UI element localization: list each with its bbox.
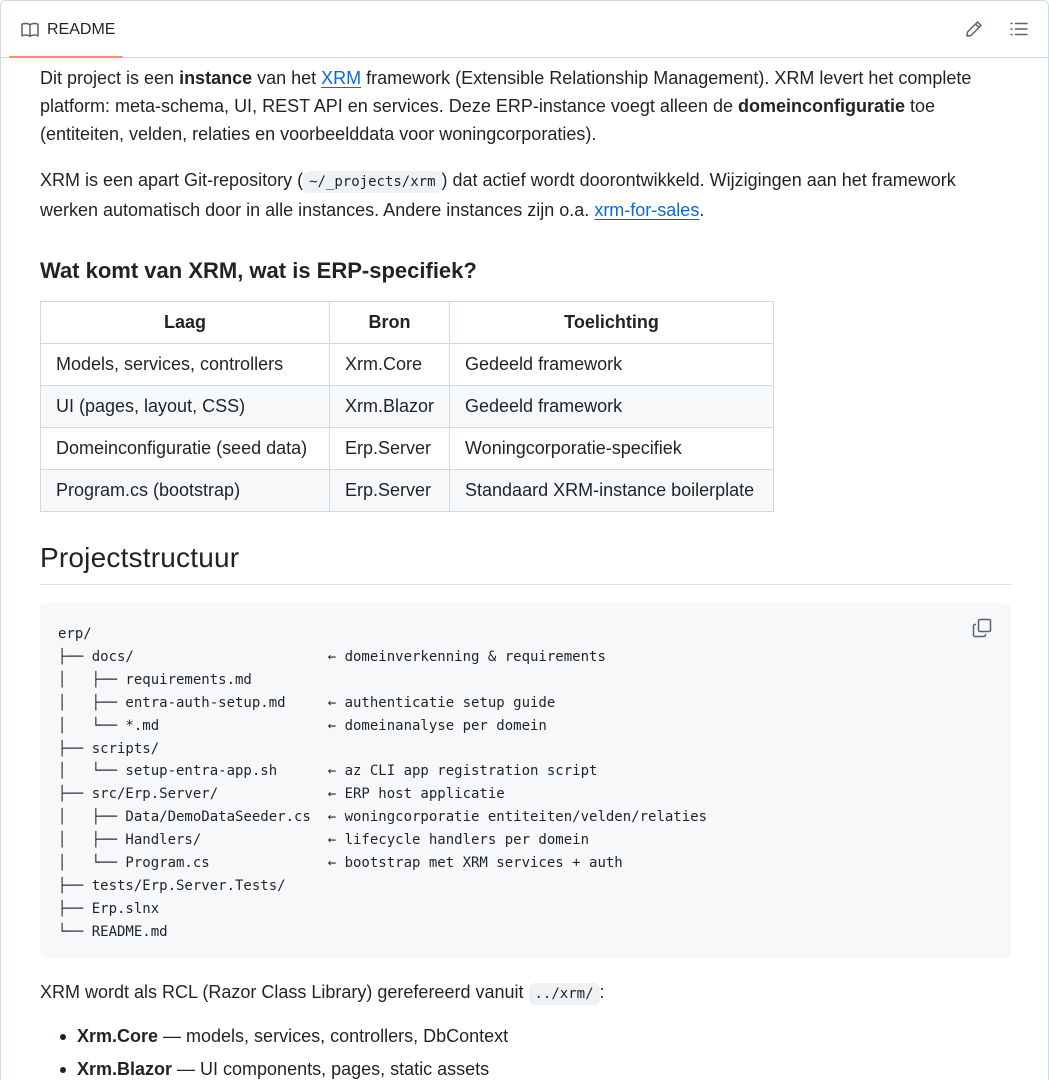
copy-button[interactable] xyxy=(971,617,993,639)
table-cell: Gedeeld framework xyxy=(450,386,774,428)
table-cell: Gedeeld framework xyxy=(450,344,774,386)
tab-label: README xyxy=(47,20,116,38)
list-item-term: Xrm.Blazor xyxy=(77,1059,173,1079)
table-cell: Standaard XRM-instance boilerplate xyxy=(450,470,774,512)
table-cell: UI (pages, layout, CSS) xyxy=(41,386,330,428)
table-header-row xyxy=(41,302,774,344)
table-cell: Models, services, controllers xyxy=(41,344,330,386)
table-row xyxy=(41,386,774,428)
edit-button[interactable] xyxy=(959,14,989,44)
table-cell: Program.cs (bootstrap) xyxy=(41,470,330,512)
table-cell: Xrm.Core xyxy=(330,344,450,386)
text: toe (entiteiten, velden, relaties en voorbeelddata voor woningcorporaties). xyxy=(40,96,936,144)
table-row xyxy=(41,344,774,386)
pencil-icon xyxy=(965,20,983,38)
book-icon xyxy=(21,22,39,38)
outline-button[interactable] xyxy=(1004,14,1034,44)
text: framework (Extensible Relationship Management). XRM levert het complete platform: meta-schema, UI, REST API en services. Deze ERP-instance voegt alleen de xyxy=(40,68,972,116)
list-item xyxy=(40,1055,1011,1080)
column-header-toelichting: Toelichting xyxy=(450,302,774,344)
table-cell: Xrm.Blazor xyxy=(330,386,450,428)
table-cell: Erp.Server xyxy=(330,428,450,470)
inline-code-xrm-relative: ../xrm/ xyxy=(529,983,600,1005)
intro-paragraph-2 xyxy=(40,166,1011,224)
column-header-bron: Bron xyxy=(330,302,450,344)
list-icon xyxy=(1010,21,1028,37)
text: : xyxy=(599,982,605,1002)
heading-xrm-vs-erp: Wat komt van XRM, wat is ERP-specifiek? xyxy=(40,258,477,283)
rcl-paragraph xyxy=(40,978,1011,1008)
text: Dit project is een xyxy=(40,68,180,88)
table-row xyxy=(41,428,774,470)
xrm-link[interactable]: XRM xyxy=(321,68,362,88)
bold-domeinconfiguratie: domeinconfiguratie xyxy=(737,96,905,116)
tab-readme[interactable] xyxy=(9,1,123,58)
list-item-desc: — models, services, controllers, DbContext xyxy=(158,1026,509,1046)
copy-icon xyxy=(972,618,992,638)
table-row xyxy=(41,470,774,512)
text: . xyxy=(699,200,705,220)
layers-table xyxy=(40,301,774,512)
list-item-term: Xrm.Core xyxy=(77,1026,159,1046)
xrm-for-sales-link[interactable]: xrm-for-sales xyxy=(594,200,700,220)
text: XRM wordt als RCL (Razor Class Library) gerefereerd vanuit xyxy=(40,982,529,1002)
readme-body xyxy=(40,58,1011,1080)
text: XRM is een apart Git-repository ( xyxy=(40,170,304,190)
list-item xyxy=(40,1022,1011,1050)
list-item-desc: — UI components, pages, static assets xyxy=(172,1059,490,1079)
table-cell: Erp.Server xyxy=(330,470,450,512)
table-cell: Woningcorporatie-specifiek xyxy=(450,428,774,470)
code-block xyxy=(40,603,1011,958)
heading-projectstructuur: Projectstructuur xyxy=(40,540,1011,585)
table-cell: Domeinconfiguratie (seed data) xyxy=(41,428,330,470)
column-header-laag: Laag xyxy=(41,302,330,344)
bold-instance: instance xyxy=(179,68,253,88)
rcl-list xyxy=(40,1022,1011,1080)
intro-paragraph-1 xyxy=(40,64,1011,148)
inline-code-xrm-path: ~/_projects/xrm xyxy=(303,171,441,193)
readme-header xyxy=(1,1,1048,58)
text: van het xyxy=(252,68,322,88)
project-tree-code: erp/ ├── docs/ ← domeinverkenning & requirements │ ├── requirements.md │ ├── entra-auth-setup.md ← authenticatie setup guide │ └── *.md ← domeinanalyse per domein ├── scripts/ │ └── setup-entra-app.sh ← az CLI app registration script ├── src/Erp.Server/ ← ERP host applicatie │ ├── Data/DemoDataSeeder.cs ← woningcorporatie entiteiten/velden/relaties │ ├── Handlers/ ← lifecycle handlers per domein │ └── Program.cs ← bootstrap met XRM services + auth ├── tests/Erp.Server.Tests/ ├── Erp.slnx └── README.md xyxy=(58,626,708,940)
text: ) dat actief wordt doorontwikkeld. Wijzigingen aan het framework werken automatisch door in alle instances. Andere instances zijn o.a. xyxy=(40,170,956,220)
